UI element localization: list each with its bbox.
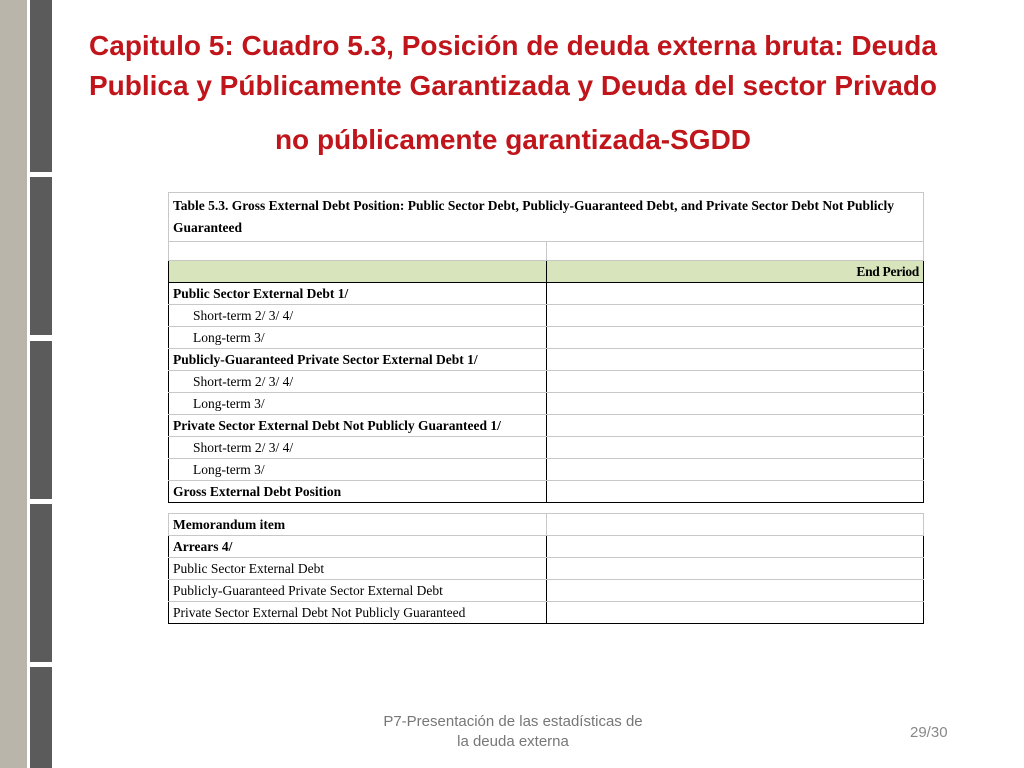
table-value-cell — [546, 371, 924, 393]
table-value-cell — [546, 437, 924, 459]
title-line-3: no públicamente garantizada-SGDD — [274, 124, 752, 155]
footer-line-1: P7-Presentación de las estadísticas de — [383, 713, 643, 730]
sidebar-segment — [30, 504, 52, 662]
spacer-cell — [169, 503, 547, 514]
table-value-cell — [546, 415, 924, 437]
memo-row-label: Arrears 4/ — [169, 536, 547, 558]
table-value-cell — [546, 283, 924, 305]
slide-title — [52, 26, 974, 160]
table-value-cell — [546, 393, 924, 415]
table-cell — [169, 242, 547, 261]
memo-header: Memorandum item — [169, 514, 547, 536]
table-value-cell — [546, 327, 924, 349]
memo-row-label: Private Sector External Debt Not Publicly Guaranteed — [169, 602, 547, 624]
table-value-cell — [546, 514, 924, 536]
decorative-sidebar — [0, 0, 52, 768]
table-value-cell — [546, 558, 924, 580]
table-value-cell — [546, 459, 924, 481]
sidebar-segment — [30, 177, 52, 335]
footer-line-2: la deuda externa — [457, 733, 569, 750]
table-row-label: Long-term 3/ — [169, 459, 547, 481]
table-caption: Table 5.3. Gross External Debt Position: Public Sector Debt, Publicly-Guaranteed Debt, and Private Sector Debt Not Publicly Guaranteed — [169, 193, 924, 242]
memo-row-label: Publicly-Guaranteed Private Sector External Debt — [169, 580, 547, 602]
table-cell — [546, 242, 924, 261]
header-cell — [169, 261, 547, 283]
footer-text — [366, 712, 660, 752]
table-value-cell — [546, 305, 924, 327]
table-row-label: Publicly-Guaranteed Private Sector External Debt 1/ — [169, 349, 547, 371]
memo-row-label: Public Sector External Debt — [169, 558, 547, 580]
table-row-label: Private Sector External Debt Not Publicly Guaranteed 1/ — [169, 415, 547, 437]
sidebar-segment — [30, 0, 52, 172]
sidebar-segment — [30, 667, 52, 768]
title-line-1: Capitulo 5: Cuadro 5.3, Posición de deuda externa bruta: Deuda — [89, 30, 937, 61]
table-value-cell — [546, 536, 924, 558]
title-line-2: Publica y Públicamente Garantizada y Deuda del sector Privado — [88, 70, 938, 101]
table-value-cell — [546, 580, 924, 602]
sidebar-segment — [30, 341, 52, 499]
sidebar-strip — [0, 0, 27, 768]
table-value-cell — [546, 349, 924, 371]
table-value-cell — [546, 481, 924, 503]
table-row-label: Long-term 3/ — [169, 393, 547, 415]
table-row-label: Long-term 3/ — [169, 327, 547, 349]
column-header: End Period — [546, 261, 924, 283]
debt-table — [168, 192, 924, 624]
table-row-label: Short-term 2/ 3/ 4/ — [169, 371, 547, 393]
table-value-cell — [546, 602, 924, 624]
table-row-label: Short-term 2/ 3/ 4/ — [169, 305, 547, 327]
spacer-cell — [546, 503, 924, 514]
table-total-label: Gross External Debt Position — [169, 481, 547, 503]
page-number: 29/30 — [910, 724, 948, 741]
table-row-label: Public Sector External Debt 1/ — [169, 283, 547, 305]
table-row-label: Short-term 2/ 3/ 4/ — [169, 437, 547, 459]
